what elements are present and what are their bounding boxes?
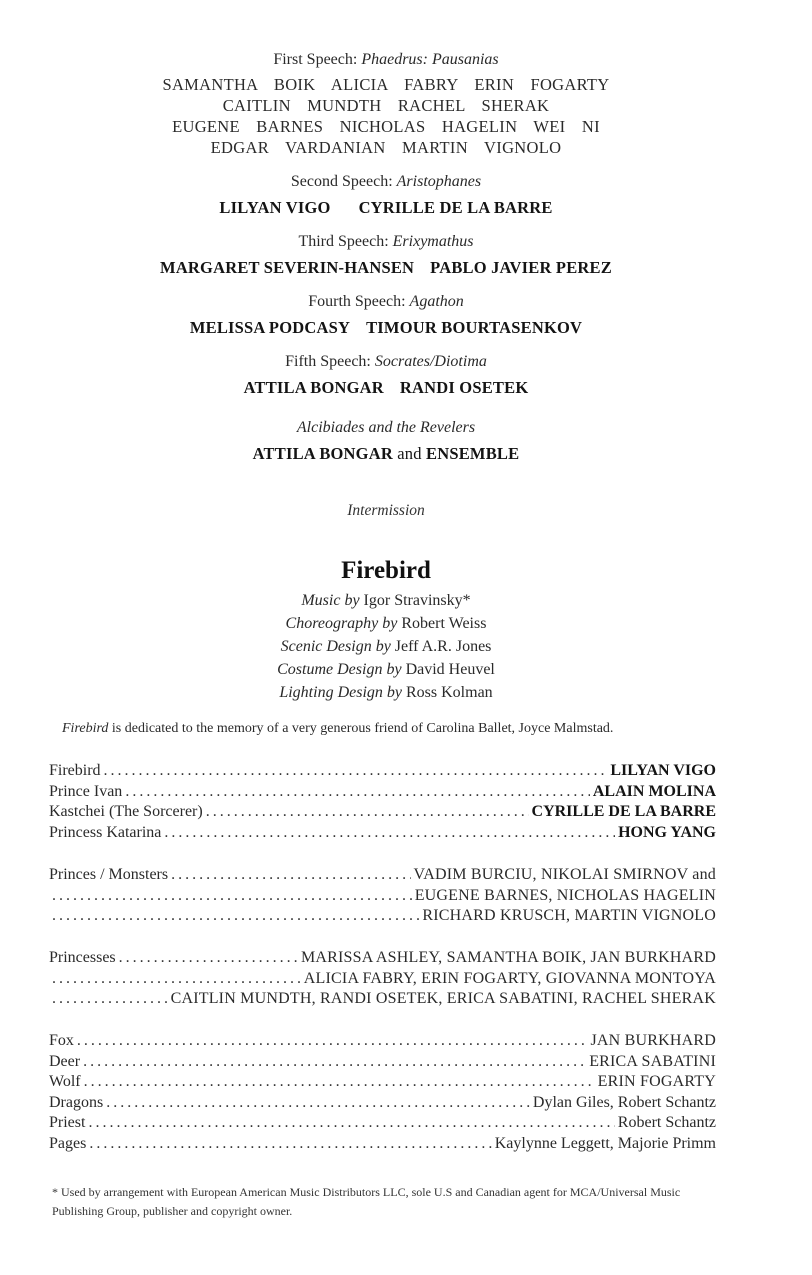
speech-role: Erixymathus: [392, 233, 474, 250]
role-name: Dragons: [49, 1093, 104, 1111]
role-name: Firebird: [49, 762, 101, 779]
dancer-name: MARGARET SEVERIN-HANSEN: [160, 258, 415, 277]
dancer-name: Robert Schantz: [617, 1114, 716, 1132]
speech-role: Aristophanes: [396, 173, 482, 190]
cast-line: CAITLIN MUNDTH RACHEL SHERAK: [222, 96, 550, 115]
dancer-name: TIMOUR BOURTASENKOV: [366, 318, 583, 337]
dot-leader: [125, 783, 590, 801]
dancer-name: LILYAN VIGO: [219, 198, 331, 217]
dancer-name: ATTILA BONGAR: [243, 378, 384, 397]
dancer-name: ENSEMBLE: [426, 444, 520, 463]
dot-leader: [119, 949, 298, 967]
cast-line: [0, 318, 772, 338]
dancer-name: CAITLIN MUNDTH, RANDI OSETEK, ERICA SABATINI, RACHEL SHERAK: [170, 990, 716, 1008]
credit-line: [0, 589, 772, 612]
speech-label: [0, 173, 772, 191]
cast-row: [49, 1053, 716, 1074]
cast-group-principals: [49, 762, 716, 844]
dancer-name: JAN BURKHARD: [590, 1032, 716, 1049]
speech-role: Agathon: [409, 293, 464, 310]
role-name: Wolf: [49, 1073, 81, 1091]
speech-label-text: Second Speech:: [290, 173, 397, 190]
speech-label-text: Third Speech:: [298, 233, 393, 250]
role-name: Pages: [49, 1134, 87, 1152]
speech-label-text: First Speech:: [273, 51, 362, 68]
cast-group-princesses: [49, 949, 716, 1011]
dot-leader: [104, 762, 608, 780]
speech-label-text: Fifth Speech:: [285, 353, 375, 370]
cast-line: [0, 258, 772, 278]
cast-line: EDGAR VARDANIAN MARTIN VIGNOLO: [210, 138, 562, 157]
credit-role: Lighting Design by: [279, 684, 402, 701]
cast-line: SAMANTHA BOIK ALICIA FABRY ERIN FOGARTY: [162, 75, 610, 94]
dedication-text: is dedicated to the memory of a very generous friend of Carolina Ballet, Joyce Malmstad.: [108, 721, 614, 736]
role-name: Princess Katarina: [49, 823, 162, 841]
speech-label: [0, 419, 772, 437]
cast-group-creatures: [49, 1032, 716, 1156]
speech-label-text: Fourth Speech:: [308, 293, 410, 310]
speech-role: Phaedrus: Pausanias: [361, 51, 499, 68]
dancer-name: PABLO JAVIER PEREZ: [430, 258, 612, 277]
dancer-name: ATTILA BONGAR: [252, 444, 393, 463]
conjunction: and: [397, 444, 422, 463]
cast-row: [49, 824, 716, 845]
dot-leader: [52, 970, 301, 988]
role-name: Fox: [49, 1032, 74, 1049]
dot-leader: [106, 1094, 530, 1112]
role-name: Princesses: [49, 949, 116, 966]
credit-name: Igor Stravinsky*: [363, 592, 471, 609]
credit-name: Ross Kolman: [406, 684, 493, 701]
speech-label: [0, 353, 772, 371]
cast-row: [49, 1073, 716, 1094]
intermission-label: Intermission: [347, 502, 425, 519]
dancer-name: MARISSA ASHLEY, SAMANTHA BOIK, JAN BURKHARD: [300, 949, 716, 966]
role-name: Princes / Monsters: [49, 866, 169, 883]
cast-row: [49, 1094, 716, 1115]
cast-row: [49, 866, 716, 887]
footnote: * Used by arrangement with European American Music Distributors LLC, sole U.S and Canadian agent for MCA/Universal Music Publishing Group, publisher and copyright owner.: [52, 1185, 681, 1218]
dancer-name: EUGENE BARNES, NICHOLAS HAGELIN: [414, 886, 716, 904]
dancer-name: ERICA SABATINI: [589, 1052, 716, 1070]
cast-row: [49, 803, 716, 824]
dot-leader: [52, 990, 168, 1008]
cast-row: [49, 907, 716, 928]
dancer-name: LILYAN VIGO: [610, 762, 716, 779]
cast-row: [49, 887, 716, 908]
dancer-name: VADIM BURCIU, NIKOLAI SMIRNOV and: [413, 866, 716, 883]
cast-row: [49, 783, 716, 804]
cast-row: [49, 1114, 716, 1135]
credit-name: Jeff A.R. Jones: [394, 638, 492, 655]
speech-label: [0, 233, 772, 251]
cast-line: EUGENE BARNES NICHOLAS HAGELIN WEI NI: [172, 117, 600, 136]
cast-line: [0, 444, 772, 464]
credit-name: Robert Weiss: [401, 615, 487, 632]
dot-leader: [89, 1135, 491, 1153]
dot-leader: [84, 1073, 595, 1091]
dot-leader: [206, 803, 529, 821]
dancer-name: RICHARD KRUSCH, MARTIN VIGNOLO: [422, 907, 716, 925]
cast-row: [49, 990, 716, 1011]
dancer-name: Kaylynne Leggett, Majorie Primm: [494, 1134, 716, 1152]
dancer-name: ERIN FOGARTY: [597, 1073, 716, 1091]
cast-row: [49, 762, 716, 783]
role-name: Kastchei (The Sorcerer): [49, 803, 203, 821]
dot-leader: [52, 887, 412, 905]
dancer-name: CYRILLE DE LA BARRE: [531, 803, 716, 821]
dancer-name: ALICIA FABRY, ERIN FOGARTY, GIOVANNA MONTOYA: [303, 969, 716, 987]
dancer-name: HONG YANG: [618, 823, 716, 841]
dedication-title: Firebird: [62, 721, 109, 736]
dedication: [62, 721, 613, 737]
credit-line: [0, 681, 772, 704]
cast-row: [49, 949, 716, 970]
credit-role: Choreography by: [285, 615, 398, 632]
cast-line: [0, 378, 772, 398]
cast-line: [0, 198, 772, 218]
dancer-name: Dylan Giles, Robert Schantz: [532, 1093, 716, 1111]
role-name: Priest: [49, 1114, 86, 1132]
credit-role: Music by: [301, 592, 360, 609]
credit-role: Costume Design by: [277, 661, 402, 678]
credit-name: David Heuvel: [405, 661, 495, 678]
speech-label: [0, 293, 772, 311]
dot-leader: [164, 824, 615, 842]
credit-role: Scenic Design by: [280, 638, 391, 655]
credit-line: [0, 635, 772, 658]
dancer-name: CYRILLE DE LA BARRE: [358, 198, 553, 217]
role-name: Prince Ivan: [49, 782, 123, 800]
dot-leader: [52, 907, 419, 925]
credit-line: [0, 658, 772, 681]
speech-label: [0, 51, 772, 69]
dot-leader: [88, 1114, 614, 1132]
cast-row: [49, 970, 716, 991]
role-name: Deer: [49, 1052, 81, 1070]
speech-role: Socrates/Diotima: [374, 353, 487, 370]
ballet-title: Firebird: [341, 557, 431, 584]
cast-group-princes: [49, 866, 716, 928]
dancer-name: RANDI OSETEK: [399, 378, 529, 397]
cast-row: [49, 1135, 716, 1156]
dot-leader: [77, 1032, 588, 1050]
dancer-name: ALAIN MOLINA: [592, 782, 716, 800]
cast-row: [49, 1032, 716, 1053]
dot-leader: [83, 1053, 586, 1071]
credits: [0, 589, 772, 704]
dancer-name: MELISSA PODCASY: [189, 318, 351, 337]
speech-role: Alcibiades and the Revelers: [296, 419, 476, 436]
dot-leader: [171, 866, 410, 884]
credit-line: [0, 612, 772, 635]
